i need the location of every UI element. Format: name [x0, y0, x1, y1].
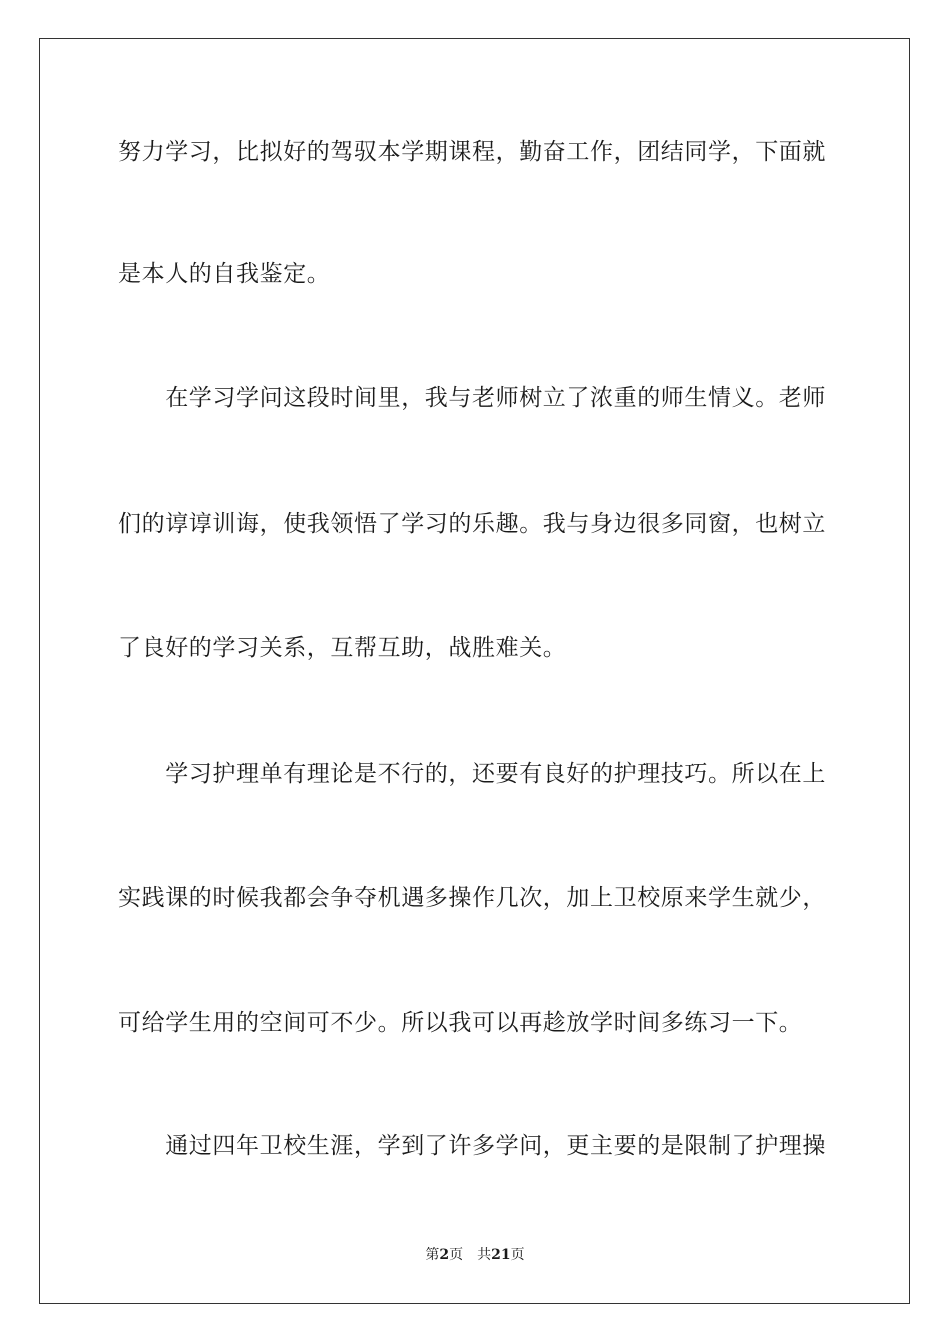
- body-text-line: 学习护理单有理论是不行的，还要有良好的护理技巧。所以在上: [118, 761, 826, 787]
- body-text-line: 可给学生用的空间可不少。所以我可以再趁放学时间多练习一下。: [118, 1010, 803, 1036]
- body-text-line: 们的谆谆训诲，使我领悟了学习的乐趣。我与身边很多同窗，也树立: [118, 511, 826, 537]
- body-text-line: 努力学习，比拟好的驾驭本学期课程，勤奋工作，团结同学，下面就: [118, 139, 826, 165]
- total-page-count: 21: [491, 1247, 511, 1263]
- page-prefix: 第: [425, 1247, 440, 1263]
- body-text-line: 了良好的学习关系，互帮互助，战胜难关。: [118, 635, 567, 661]
- page-border: [39, 38, 910, 1304]
- body-text-line: 是本人的自我鉴定。: [118, 261, 331, 287]
- current-page-number: 2: [439, 1247, 450, 1263]
- total-suffix: 页: [510, 1247, 525, 1263]
- total-prefix: 共: [477, 1247, 492, 1263]
- body-text-line: 在学习学问这段时间里，我与老师树立了浓重的师生情义。老师: [118, 385, 826, 411]
- page-number-footer: [0, 1246, 950, 1264]
- page-suffix: 页: [449, 1247, 464, 1263]
- body-text-line: 实践课的时候我都会争夺机遇多操作几次，加上卫校原来学生就少，: [118, 885, 826, 911]
- body-text-line: 通过四年卫校生涯，学到了许多学问，更主要的是限制了护理操: [118, 1133, 826, 1159]
